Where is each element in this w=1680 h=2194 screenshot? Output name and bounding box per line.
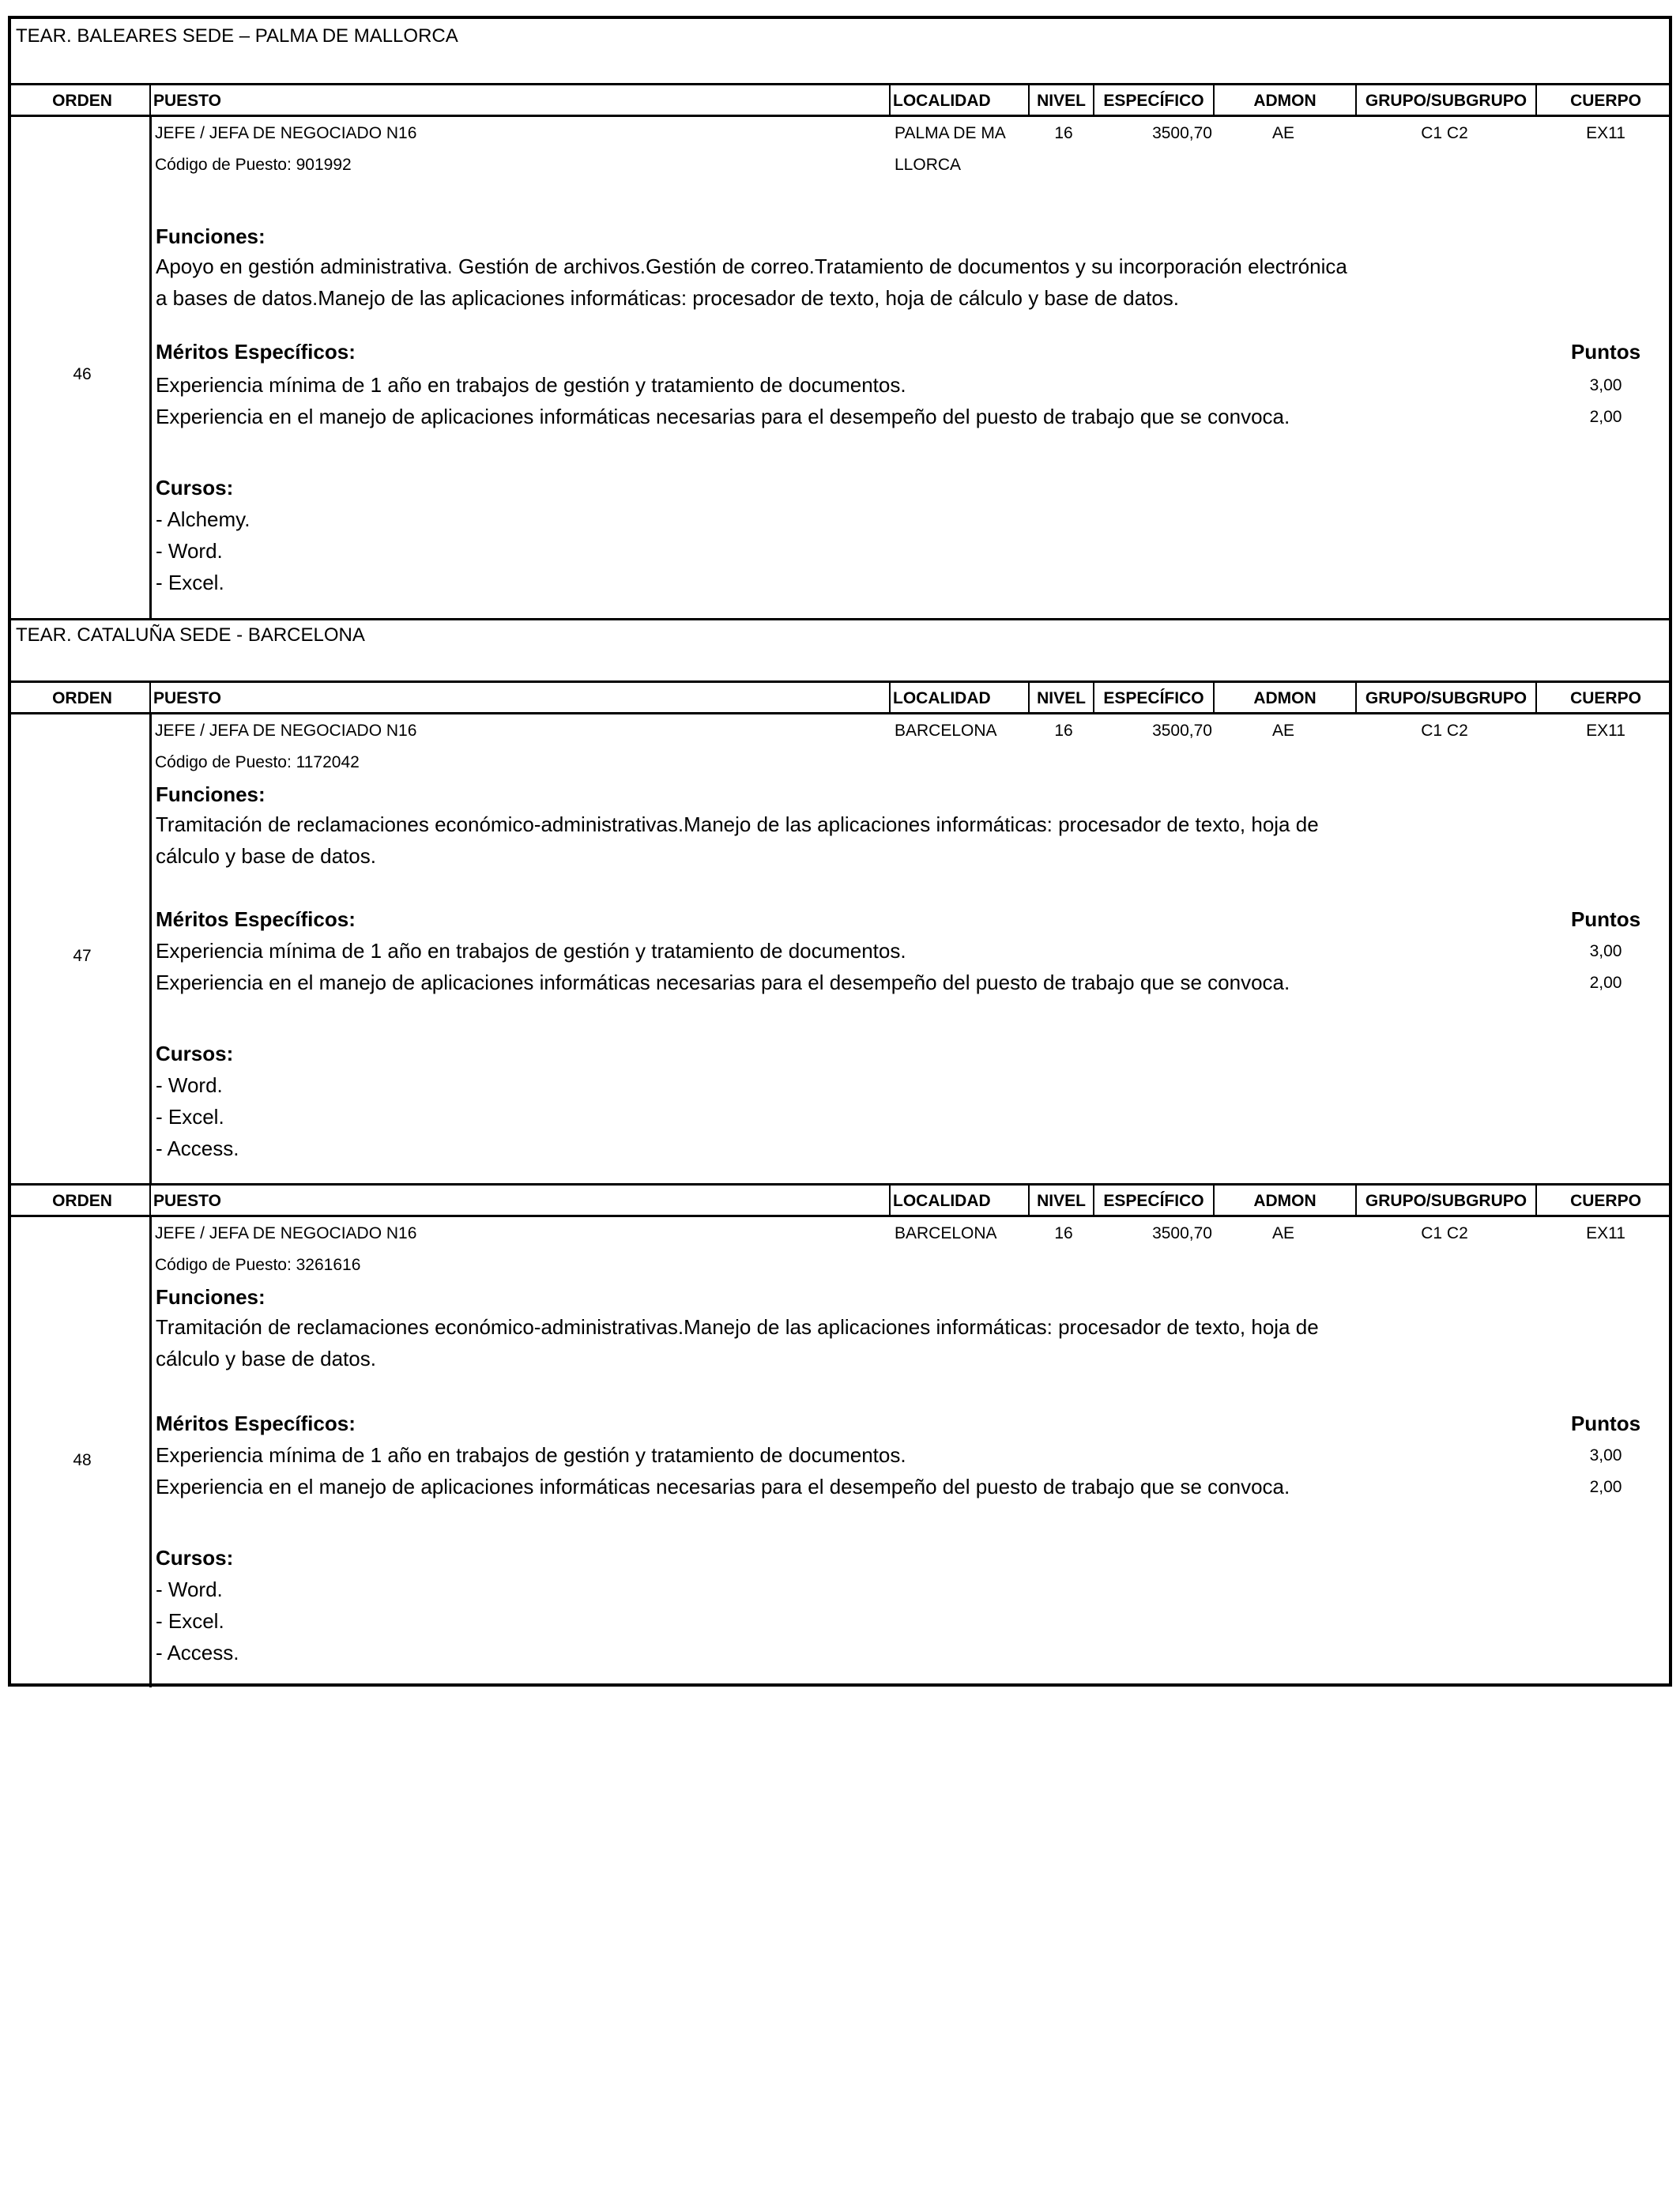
merito-line: Experiencia mínima de 1 año en trabajos de gestión y tratamiento de documentos. bbox=[156, 939, 906, 963]
block-divider bbox=[11, 1183, 1669, 1186]
grupo-subgrupo: C1 C2 bbox=[1421, 124, 1468, 142]
column-divider bbox=[1028, 84, 1030, 115]
puesto-title: JEFE / JEFA DE NEGOCIADO N16 bbox=[155, 124, 417, 142]
column-divider bbox=[1213, 1184, 1215, 1216]
header-especifico: ESPECÍFICO bbox=[1103, 92, 1204, 110]
puntos-label: Puntos bbox=[1570, 1412, 1641, 1435]
section-title: TEAR. CATALUÑA SEDE - BARCELONA bbox=[16, 624, 365, 646]
funciones-label: Funciones: bbox=[156, 782, 266, 806]
curso-item: - Excel. bbox=[156, 571, 224, 594]
nivel: 16 bbox=[1054, 124, 1073, 142]
especifico: 3500,70 bbox=[1152, 1224, 1212, 1242]
orden-number: 46 bbox=[73, 365, 92, 383]
merito-line: Experiencia en el manejo de aplicaciones informáticas necesarias para el desempeño del puesto de trabajo que se convoca. bbox=[156, 405, 1290, 428]
header-nivel: NIVEL bbox=[1037, 689, 1086, 707]
section-header-divider bbox=[11, 680, 1669, 683]
grupo-subgrupo: C1 C2 bbox=[1421, 1224, 1468, 1242]
merito-puntos: 2,00 bbox=[1589, 974, 1622, 992]
section-header-divider bbox=[11, 83, 1669, 85]
curso-item: - Access. bbox=[156, 1641, 239, 1664]
funciones-line: Tramitación de reclamaciones económico-administrativas.Manejo de las aplicaciones informáticas: procesador de texto, hoja de bbox=[156, 812, 1319, 836]
header-admon: ADMON bbox=[1253, 1192, 1317, 1210]
nivel: 16 bbox=[1054, 722, 1073, 740]
orden-number: 48 bbox=[73, 1451, 92, 1469]
especifico: 3500,70 bbox=[1152, 124, 1212, 142]
document-table bbox=[8, 16, 1672, 1687]
localidad: BARCELONA bbox=[895, 722, 997, 740]
admon: AE bbox=[1271, 722, 1295, 740]
column-divider bbox=[1093, 1184, 1094, 1216]
codigo-puesto: Código de Puesto: 1172042 bbox=[155, 753, 360, 771]
header-puesto: PUESTO bbox=[153, 1192, 221, 1210]
orden-column-divider bbox=[149, 713, 152, 1184]
meritos-label: Méritos Específicos: bbox=[156, 907, 356, 931]
column-divider bbox=[1535, 681, 1537, 713]
column-divider bbox=[1213, 681, 1215, 713]
puntos-label: Puntos bbox=[1570, 340, 1641, 364]
header-nivel: NIVEL bbox=[1037, 1192, 1086, 1210]
section-title: TEAR. BALEARES SEDE – PALMA DE MALLORCA bbox=[16, 25, 458, 47]
curso-item: - Access. bbox=[156, 1137, 239, 1160]
cursos-label: Cursos: bbox=[156, 476, 234, 499]
header-grupo: GRUPO/SUBGRUPO bbox=[1365, 1192, 1527, 1210]
localidad: PALMA DE MA bbox=[895, 124, 1006, 142]
funciones-line: Tramitación de reclamaciones económico-administrativas.Manejo de las aplicaciones informáticas: procesador de texto, hoja de bbox=[156, 1315, 1319, 1339]
funciones-line: cálculo y base de datos. bbox=[156, 844, 376, 868]
column-divider bbox=[1355, 1184, 1357, 1216]
cuerpo: EX11 bbox=[1586, 124, 1625, 142]
merito-line: Experiencia en el manejo de aplicaciones informáticas necesarias para el desempeño del puesto de trabajo que se convoca. bbox=[156, 1475, 1290, 1498]
curso-item: - Word. bbox=[156, 539, 223, 563]
cursos-label: Cursos: bbox=[156, 1546, 234, 1570]
header-puesto: PUESTO bbox=[153, 92, 221, 110]
merito-line: Experiencia en el manejo de aplicaciones informáticas necesarias para el desempeño del puesto de trabajo que se convoca. bbox=[156, 971, 1290, 994]
merito-puntos: 2,00 bbox=[1589, 1478, 1622, 1496]
merito-line: Experiencia mínima de 1 año en trabajos de gestión y tratamiento de documentos. bbox=[156, 1443, 906, 1467]
codigo-puesto: Código de Puesto: 3261616 bbox=[155, 1256, 361, 1274]
header-orden: ORDEN bbox=[52, 1192, 112, 1210]
funciones-line: a bases de datos.Manejo de las aplicaciones informáticas: procesador de texto, hoja de cálculo y base de datos. bbox=[156, 286, 1180, 310]
header-admon: ADMON bbox=[1253, 689, 1317, 707]
curso-item: - Excel. bbox=[156, 1105, 224, 1129]
header-cuerpo: CUERPO bbox=[1570, 92, 1641, 110]
cuerpo: EX11 bbox=[1586, 722, 1625, 740]
header-especifico: ESPECÍFICO bbox=[1103, 1192, 1204, 1210]
header-especifico: ESPECÍFICO bbox=[1103, 689, 1204, 707]
column-divider bbox=[1028, 1184, 1030, 1216]
meritos-label: Méritos Específicos: bbox=[156, 340, 356, 364]
merito-puntos: 3,00 bbox=[1589, 376, 1622, 394]
nivel: 16 bbox=[1054, 1224, 1073, 1242]
admon: AE bbox=[1271, 1224, 1295, 1242]
orden-column-divider bbox=[149, 1216, 152, 1687]
column-divider bbox=[149, 1184, 151, 1216]
header-grupo: GRUPO/SUBGRUPO bbox=[1365, 92, 1527, 110]
admon: AE bbox=[1271, 124, 1295, 142]
curso-item: - Excel. bbox=[156, 1609, 224, 1633]
column-divider bbox=[1535, 84, 1537, 115]
column-header-underline bbox=[11, 712, 1669, 714]
header-localidad: LOCALIDAD bbox=[893, 1192, 991, 1210]
funciones-line: Apoyo en gestión administrativa. Gestión de archivos.Gestión de correo.Tratamiento de documentos y su incorporación electrónica bbox=[156, 254, 1347, 278]
header-grupo: GRUPO/SUBGRUPO bbox=[1365, 689, 1527, 707]
orden-number: 47 bbox=[73, 947, 92, 965]
column-divider bbox=[1355, 681, 1357, 713]
column-divider bbox=[149, 84, 151, 115]
column-divider bbox=[1213, 84, 1215, 115]
puesto-title: JEFE / JEFA DE NEGOCIADO N16 bbox=[155, 722, 417, 740]
cuerpo: EX11 bbox=[1586, 1224, 1625, 1242]
column-divider bbox=[889, 681, 891, 713]
column-divider bbox=[1093, 84, 1094, 115]
column-header-underline bbox=[11, 115, 1669, 117]
header-orden: ORDEN bbox=[52, 92, 112, 110]
puntos-label: Puntos bbox=[1570, 907, 1641, 931]
curso-item: - Alchemy. bbox=[156, 507, 250, 531]
cursos-label: Cursos: bbox=[156, 1042, 234, 1065]
meritos-label: Méritos Específicos: bbox=[156, 1412, 356, 1435]
header-nivel: NIVEL bbox=[1037, 92, 1086, 110]
header-puesto: PUESTO bbox=[153, 689, 221, 707]
funciones-line: cálculo y base de datos. bbox=[156, 1347, 376, 1370]
curso-item: - Word. bbox=[156, 1578, 223, 1601]
column-divider bbox=[1355, 84, 1357, 115]
column-header-underline bbox=[11, 1215, 1669, 1217]
orden-column-divider bbox=[149, 115, 152, 619]
funciones-label: Funciones: bbox=[156, 224, 266, 248]
header-localidad: LOCALIDAD bbox=[893, 689, 991, 707]
grupo-subgrupo: C1 C2 bbox=[1421, 722, 1468, 740]
column-divider bbox=[1028, 681, 1030, 713]
header-cuerpo: CUERPO bbox=[1570, 689, 1641, 707]
merito-puntos: 3,00 bbox=[1589, 1446, 1622, 1465]
header-orden: ORDEN bbox=[52, 689, 112, 707]
column-divider bbox=[1535, 1184, 1537, 1216]
merito-line: Experiencia mínima de 1 año en trabajos de gestión y tratamiento de documentos. bbox=[156, 373, 906, 397]
codigo-puesto: Código de Puesto: 901992 bbox=[155, 156, 352, 174]
header-localidad: LOCALIDAD bbox=[893, 92, 991, 110]
funciones-label: Funciones: bbox=[156, 1285, 266, 1309]
column-divider bbox=[149, 681, 151, 713]
header-cuerpo: CUERPO bbox=[1570, 1192, 1641, 1210]
merito-puntos: 2,00 bbox=[1589, 408, 1622, 426]
column-divider bbox=[1093, 681, 1094, 713]
header-admon: ADMON bbox=[1253, 92, 1317, 110]
column-divider bbox=[889, 1184, 891, 1216]
puesto-title: JEFE / JEFA DE NEGOCIADO N16 bbox=[155, 1224, 417, 1242]
merito-puntos: 3,00 bbox=[1589, 942, 1622, 960]
column-divider bbox=[889, 84, 891, 115]
curso-item: - Word. bbox=[156, 1073, 223, 1097]
localidad: BARCELONA bbox=[895, 1224, 997, 1242]
localidad: LLORCA bbox=[895, 156, 962, 174]
especifico: 3500,70 bbox=[1152, 722, 1212, 740]
section-divider bbox=[11, 618, 1669, 620]
